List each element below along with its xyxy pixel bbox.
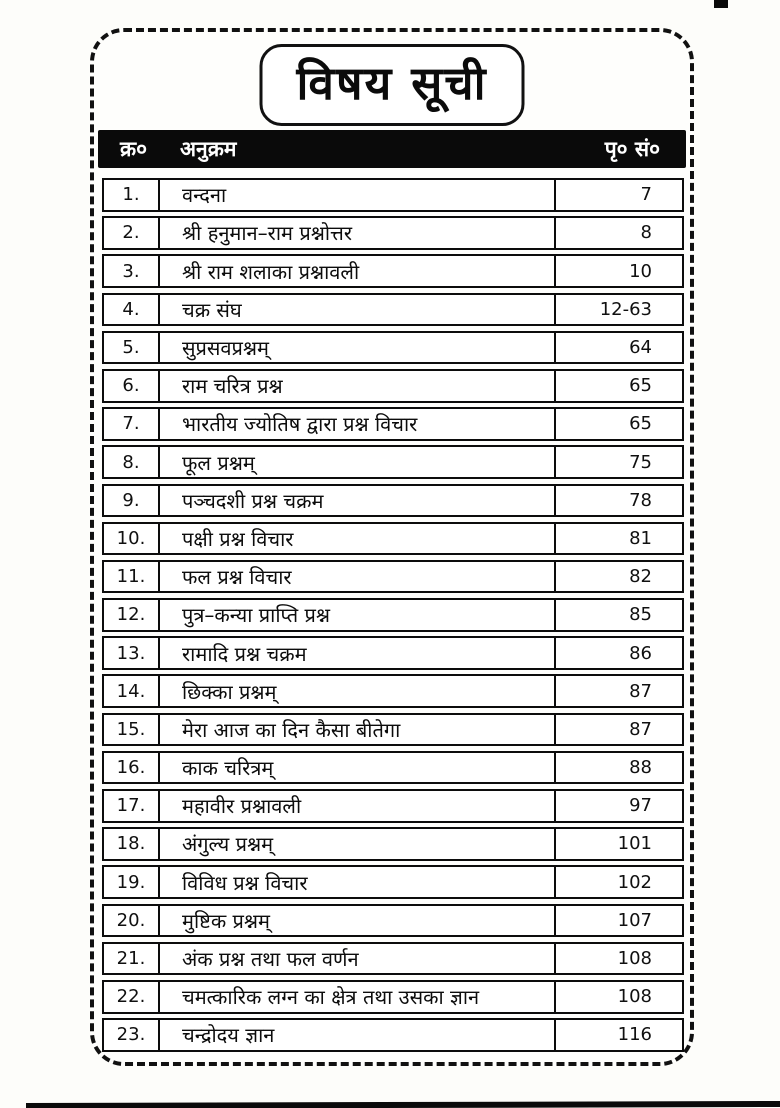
row-serial-number: 14.: [104, 676, 160, 706]
row-page-number: 7: [554, 180, 682, 210]
row-chapter-title: श्री राम शलाका प्रश्नावली: [182, 259, 360, 284]
page-title: विषय सूची: [296, 56, 488, 110]
row-serial-number: 5.: [104, 333, 160, 363]
row-page-number: 82: [554, 562, 682, 592]
toc-row: [102, 865, 684, 899]
row-chapter-title: भारतीय ज्योतिष द्वारा प्रश्न विचार: [182, 412, 418, 437]
row-chapter-title: विविध प्रश्न विचार: [182, 870, 308, 895]
toc-row: [102, 407, 684, 441]
row-page-number: 97: [554, 791, 682, 821]
toc-row: [102, 331, 684, 365]
toc-row: [102, 713, 684, 747]
row-serial-number: 17.: [104, 791, 160, 821]
toc-row: [102, 1018, 684, 1052]
row-chapter-title: पञ्चदशी प्रश्न चक्रम: [182, 488, 324, 513]
row-chapter-title: अंक प्रश्न तथा फल वर्णन: [182, 947, 359, 972]
row-serial-number: 19.: [104, 867, 160, 897]
row-page-number: 65: [554, 409, 682, 439]
row-page-number: 12-63: [554, 295, 682, 325]
toc-row: [102, 560, 684, 594]
toc-row: [102, 293, 684, 327]
row-page-number: 88: [554, 753, 682, 783]
row-serial-number: 4.: [104, 295, 160, 325]
toc-header-bar: [98, 130, 686, 168]
row-page-number: 78: [554, 486, 682, 516]
toc-row: [102, 636, 684, 670]
row-chapter-title: फूल प्रश्नम्: [182, 450, 255, 475]
row-chapter-title: पुत्र–कन्या प्राप्ति प्रश्न: [182, 603, 330, 628]
row-serial-number: 20.: [104, 906, 160, 936]
row-chapter-title: अंगुल्य प्रश्नम्: [182, 832, 274, 857]
row-page-number: 8: [554, 218, 682, 248]
toc-row: [102, 445, 684, 479]
page-dashed-border: [90, 28, 694, 1066]
row-page-number: 81: [554, 524, 682, 554]
row-serial-number: 2.: [104, 218, 160, 248]
toc-row: [102, 789, 684, 823]
row-page-number: 65: [554, 371, 682, 401]
toc-row: [102, 942, 684, 976]
row-chapter-title: मुष्टिक प्रश्नम्: [182, 908, 271, 933]
toc-row: [102, 522, 684, 556]
toc-row: [102, 827, 684, 861]
row-page-number: 87: [554, 676, 682, 706]
toc-row: [102, 980, 684, 1014]
row-serial-number: 18.: [104, 829, 160, 859]
row-page-number: 108: [554, 944, 682, 974]
row-serial-number: 9.: [104, 486, 160, 516]
row-serial-number: 13.: [104, 638, 160, 668]
row-serial-number: 6.: [104, 371, 160, 401]
row-page-number: 107: [554, 906, 682, 936]
row-serial-number: 8.: [104, 447, 160, 477]
row-page-number: 75: [554, 447, 682, 477]
toc-row: [102, 254, 684, 288]
row-page-number: 116: [554, 1020, 682, 1050]
scan-artifact-top: [714, 0, 728, 8]
row-serial-number: 1.: [104, 180, 160, 210]
row-serial-number: 15.: [104, 715, 160, 745]
row-chapter-title: चन्द्रोदय ज्ञान: [182, 1023, 275, 1048]
toc-row: [102, 598, 684, 632]
row-chapter-title: राम चरित्र प्रश्न: [182, 374, 283, 399]
row-serial-number: 23.: [104, 1020, 160, 1050]
row-chapter-title: महावीर प्रश्नावली: [182, 794, 302, 819]
row-page-number: 85: [554, 600, 682, 630]
row-page-number: 64: [554, 333, 682, 363]
row-chapter-title: रामादि प्रश्न चक्रम: [182, 641, 307, 666]
row-serial-number: 7.: [104, 409, 160, 439]
header-serial-number: क्र०: [120, 137, 148, 161]
row-chapter-title: चमत्कारिक लग्न का क्षेत्र तथा उसका ज्ञान: [182, 985, 480, 1010]
row-serial-number: 16.: [104, 753, 160, 783]
row-page-number: 101: [554, 829, 682, 859]
toc-row: [102, 484, 684, 518]
row-serial-number: 12.: [104, 600, 160, 630]
toc-row: [102, 216, 684, 250]
row-page-number: 108: [554, 982, 682, 1012]
row-chapter-title: श्री हनुमान–राम प्रश्नोत्तर: [182, 221, 353, 246]
row-chapter-title: फल प्रश्न विचार: [182, 565, 292, 590]
row-chapter-title: छिक्का प्रश्नम्: [182, 679, 277, 704]
row-serial-number: 3.: [104, 256, 160, 286]
row-chapter-title: चक्र संघ: [182, 297, 242, 322]
scan-artifact-bottom: [26, 1101, 780, 1108]
row-serial-number: 11.: [104, 562, 160, 592]
page-title-box: [260, 44, 525, 126]
toc-row: [102, 178, 684, 212]
row-page-number: 86: [554, 638, 682, 668]
row-page-number: 10: [554, 256, 682, 286]
row-chapter-title: मेरा आज का दिन कैसा बीतेगा: [182, 717, 401, 742]
row-serial-number: 10.: [104, 524, 160, 554]
row-chapter-title: काक चरित्रम्: [182, 756, 274, 781]
row-serial-number: 22.: [104, 982, 160, 1012]
row-chapter-title: पक्षी प्रश्न विचार: [182, 526, 294, 551]
row-page-number: 87: [554, 715, 682, 745]
row-chapter-title: सुप्रसवप्रश्नम्: [182, 336, 270, 361]
toc-table: [102, 178, 684, 1056]
row-serial-number: 21.: [104, 944, 160, 974]
toc-row: [102, 904, 684, 938]
toc-row: [102, 751, 684, 785]
row-chapter-title: वन्दना: [182, 183, 227, 208]
header-page-number: पृ० सं०: [604, 137, 660, 161]
toc-row: [102, 369, 684, 403]
row-page-number: 102: [554, 867, 682, 897]
header-content-title: अनुक्रम: [180, 137, 237, 161]
toc-row: [102, 674, 684, 708]
